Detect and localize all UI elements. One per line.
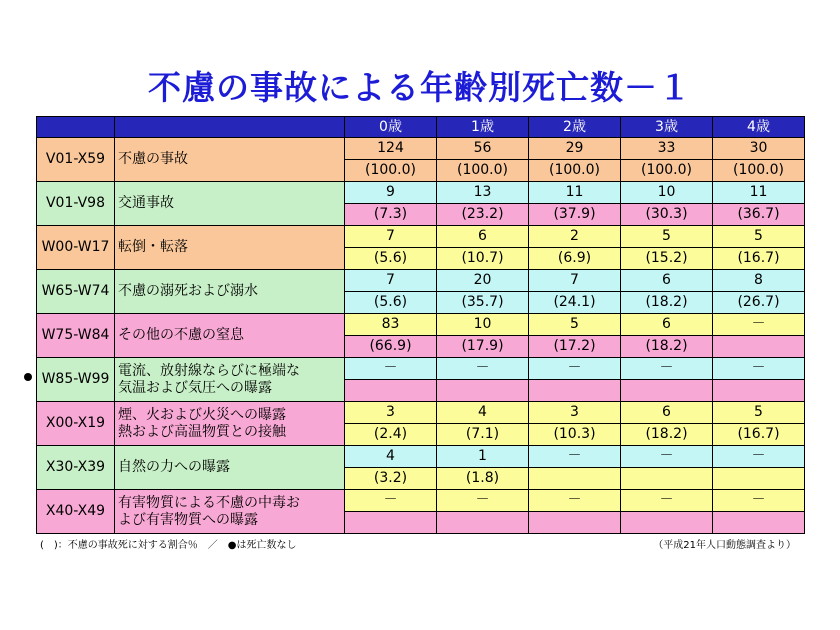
death-count-cell: 5 (713, 402, 805, 424)
percent-cell: (15.2) (621, 248, 713, 270)
percent-cell: (6.9) (529, 248, 621, 270)
icd-code: V01-V98 (37, 182, 115, 226)
cause-name-line: その他の不慮の窒息 (118, 327, 244, 344)
death-count-cell: 5 (713, 226, 805, 248)
cause-name-line: よび有害物質への曝露 (118, 511, 258, 528)
percent-cell: (37.9) (529, 204, 621, 226)
cause-name (115, 402, 345, 446)
death-count-cell: 10 (437, 314, 529, 336)
death-count-cell: － (437, 358, 529, 380)
cause-name (115, 226, 345, 270)
percent-cell: (2.4) (345, 424, 437, 446)
percent-cell (437, 380, 529, 402)
death-count-cell: － (437, 490, 529, 512)
percent-cell: (35.7) (437, 292, 529, 314)
column-header: 4歳 (713, 117, 805, 138)
death-count-cell: 11 (713, 182, 805, 204)
percent-cell (713, 336, 805, 358)
percent-cell (713, 380, 805, 402)
percent-cell: (7.3) (345, 204, 437, 226)
cause-name-line: 不慮の事故 (118, 151, 188, 168)
cause-name-line: 煙、火および火災への曝露 (118, 407, 286, 424)
cause-name (115, 138, 345, 182)
death-count-cell: 10 (621, 182, 713, 204)
percent-cell: (100.0) (345, 160, 437, 182)
percent-cell (345, 512, 437, 534)
death-count-cell: 4 (437, 402, 529, 424)
table-row (37, 446, 805, 468)
header-row (37, 117, 805, 138)
percent-cell: (36.7) (713, 204, 805, 226)
death-count-cell: 20 (437, 270, 529, 292)
percent-cell: (5.6) (345, 248, 437, 270)
percent-cell (345, 380, 437, 402)
percent-cell (713, 512, 805, 534)
percent-cell: (100.0) (529, 160, 621, 182)
icd-code: W75-W84 (37, 314, 115, 358)
cause-name (115, 270, 345, 314)
table-row (37, 182, 805, 204)
table-row (37, 490, 805, 512)
percent-cell (621, 380, 713, 402)
percent-cell (713, 468, 805, 490)
cause-name-line: 熱および高温物質との接触 (118, 423, 286, 440)
death-count-cell: 13 (437, 182, 529, 204)
percent-cell: (100.0) (437, 160, 529, 182)
cause-name-line: 交通事故 (118, 195, 174, 212)
icd-code: W65-W74 (37, 270, 115, 314)
percent-cell: (17.9) (437, 336, 529, 358)
percent-cell (621, 468, 713, 490)
percent-cell: (100.0) (621, 160, 713, 182)
table-row (37, 358, 805, 380)
percent-cell: (23.2) (437, 204, 529, 226)
death-count-cell: 2 (529, 226, 621, 248)
icd-code: X40-X49 (37, 490, 115, 534)
percent-cell (529, 380, 621, 402)
percent-cell: (1.8) (437, 468, 529, 490)
death-count-cell: 9 (345, 182, 437, 204)
percent-cell (529, 512, 621, 534)
death-count-cell: 7 (345, 226, 437, 248)
death-count-cell: 29 (529, 138, 621, 160)
header-blank-cell (37, 117, 115, 138)
table-row (37, 402, 805, 424)
cause-name (115, 490, 345, 534)
icd-code: W00-W17 (37, 226, 115, 270)
column-header: 1歳 (437, 117, 529, 138)
percent-cell: (5.6) (345, 292, 437, 314)
no-deaths-bullet (24, 373, 32, 381)
header-blank-cell (115, 117, 345, 138)
percent-cell: (18.2) (621, 424, 713, 446)
page-title: 不慮の事故による年齢別死亡数－１ (148, 68, 692, 107)
icd-code: X30-X39 (37, 446, 115, 490)
death-count-cell: 6 (621, 270, 713, 292)
death-count-cell: － (713, 358, 805, 380)
death-count-cell: 30 (713, 138, 805, 160)
icd-code: W85-W99 (37, 358, 115, 402)
death-count-cell: － (713, 490, 805, 512)
source-note: （平成21年人口動態調査より） (653, 540, 796, 551)
death-count-cell: － (529, 358, 621, 380)
death-count-cell: － (621, 490, 713, 512)
table-row (37, 138, 805, 160)
cause-name-line: 転倒・転落 (118, 239, 188, 256)
percent-cell: (24.1) (529, 292, 621, 314)
percent-cell (437, 512, 529, 534)
icd-code: V01-X59 (37, 138, 115, 182)
death-count-cell: 3 (345, 402, 437, 424)
icd-code: X00-X19 (37, 402, 115, 446)
percent-cell: (17.2) (529, 336, 621, 358)
cause-name-line: 気温および気圧への曝露 (118, 379, 272, 396)
death-count-cell: － (345, 490, 437, 512)
percent-cell: (66.9) (345, 336, 437, 358)
death-count-cell: － (621, 446, 713, 468)
percent-cell: (26.7) (713, 292, 805, 314)
death-count-cell: 33 (621, 138, 713, 160)
percent-cell: (100.0) (713, 160, 805, 182)
death-count-cell: 8 (713, 270, 805, 292)
death-count-cell: 5 (529, 314, 621, 336)
percent-cell: (16.7) (713, 248, 805, 270)
death-count-table (36, 116, 805, 534)
death-count-cell: 6 (437, 226, 529, 248)
percent-cell: (10.7) (437, 248, 529, 270)
cause-name-line: 電流、放射線ならびに極端な (118, 363, 300, 380)
death-count-cell: 7 (345, 270, 437, 292)
death-count-cell: 6 (621, 402, 713, 424)
death-count-cell: 83 (345, 314, 437, 336)
death-count-cell: 124 (345, 138, 437, 160)
table-row (37, 314, 805, 336)
death-count-cell: 3 (529, 402, 621, 424)
death-count-cell: 5 (621, 226, 713, 248)
cause-name (115, 182, 345, 226)
column-header: 3歳 (621, 117, 713, 138)
percent-cell: (18.2) (621, 292, 713, 314)
percent-cell: (7.1) (437, 424, 529, 446)
cause-name (115, 314, 345, 358)
death-count-cell: 4 (345, 446, 437, 468)
percent-cell: (30.3) (621, 204, 713, 226)
percent-cell: (3.2) (345, 468, 437, 490)
footnote: ( )：不慮の事故死に対する割合％ ／ ●は死亡数なし (40, 540, 297, 551)
death-count-cell: － (713, 314, 805, 336)
table-row (37, 226, 805, 248)
death-count-cell: － (621, 358, 713, 380)
cause-name (115, 358, 345, 402)
cause-name-line: 自然の力への曝露 (118, 459, 230, 476)
percent-cell: (10.3) (529, 424, 621, 446)
percent-cell (621, 512, 713, 534)
percent-cell: (16.7) (713, 424, 805, 446)
death-count-cell: 11 (529, 182, 621, 204)
cause-name-line: 不慮の溺死および溺水 (118, 283, 258, 300)
percent-cell (529, 468, 621, 490)
death-count-cell: 56 (437, 138, 529, 160)
death-count-cell: － (529, 490, 621, 512)
death-count-cell: 1 (437, 446, 529, 468)
death-count-cell: 6 (621, 314, 713, 336)
cause-name-line: 有害物質による不慮の中毒お (118, 495, 300, 512)
column-header: 0歳 (345, 117, 437, 138)
death-count-cell: 7 (529, 270, 621, 292)
column-header: 2歳 (529, 117, 621, 138)
table-row (37, 270, 805, 292)
death-count-cell: － (345, 358, 437, 380)
death-count-cell: － (529, 446, 621, 468)
cause-name (115, 446, 345, 490)
percent-cell: (18.2) (621, 336, 713, 358)
death-count-cell: － (713, 446, 805, 468)
